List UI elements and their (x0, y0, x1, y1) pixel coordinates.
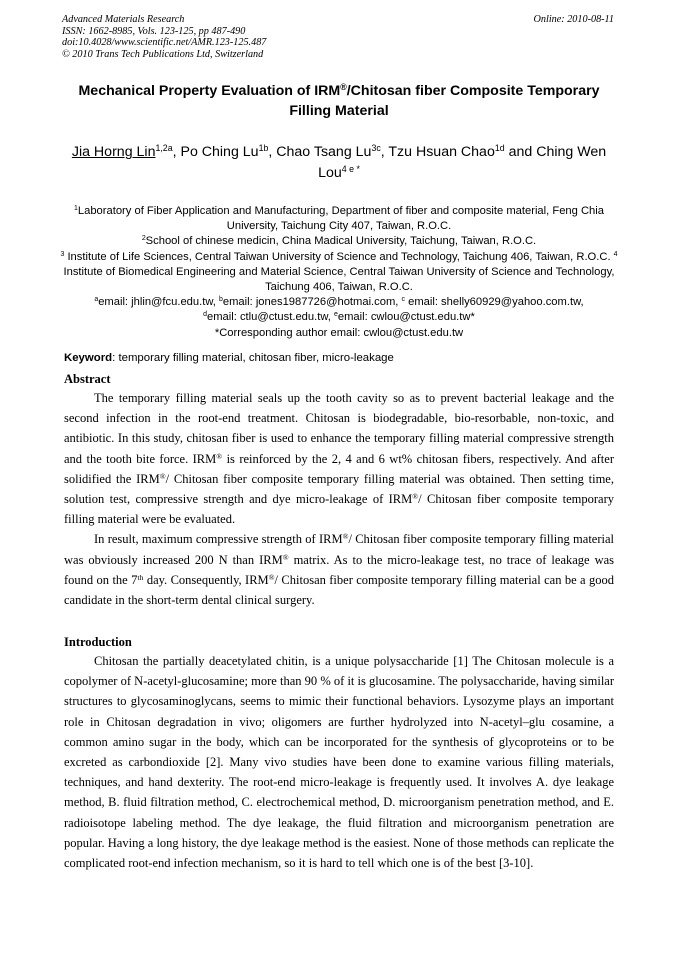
abstract-paragraph: The temporary filling material seals up the tooth cavity so as to prevent bacterial leakage and the second infection in the root-end treatment. Chitosan is biodegradable, bio-resorbable, non-toxic, and antibiotic. In this study, chitosan fiber is used to enhance the temporary filling material compressive strength and the tooth bite force. IRM® is reinforced by the 2, 4 and 6 wt% chitosan fibers, respectively. And after solidified the IRM®/ Chitosan fiber composite temporary filling material was obtained. Then setting time, solution test, compressive strength and dye micro-leakage of IRM®/ Chitosan fiber composite temporary filling material were be evaluated. (64, 391, 614, 527)
doi-line[interactable]: doi:10.4028/www.scientific.net/AMR.123-125.487 (62, 37, 267, 49)
affiliation-1: $^1$Laboratory of Fiber Application and Manufacturing, Department of fiber and composite material, Feng Chia University, Taichung City 407, Taiwan, R.O.C. (74, 205, 604, 233)
introduction-heading: Introduction (64, 635, 132, 649)
journal-header (62, 14, 266, 60)
email-link[interactable]: email: shelly60929@yahoo.com.tw, (405, 296, 584, 309)
author-name: Jia Horng Lin (71, 144, 156, 160)
abstract-body (64, 388, 614, 610)
author-name: , Chao Tsang Lu (268, 144, 372, 160)
issn-line: ISSN: 1662-8985, Vols. 123-125, pp 487-490 (62, 25, 246, 37)
introduction-body (64, 651, 614, 873)
copyright-line: © 2010 Trans Tech Publications Ltd, Switzerland (62, 48, 264, 60)
abstract-paragraph: In result, maximum compressive strength of IRM®/ Chitosan fiber composite temporary filling material was obviously increased 200 N than IRM® matrix. As to the micro-leakage test, no trace of leakage was found on the 7th day. Consequently, IRM®/ Chitosan fiber composite temporary filling material can be a good candidate in the short-term dental clinical surgery. (64, 532, 615, 608)
author-list: Jia Horng Lin$^{1,2a}$, Po Ching $Lu^{1b}$, Chao Tsang $Lu^{3c}$, Tzu Hsuan Chao$^{1d}$ and Ching Wen Lou$^{4 e *}$ (71, 143, 607, 181)
email-list: $^a$email: jhlin@fcu.edu.tw, $^b$email: jones1987726@hotmai.com, $^c$ email: shelly60929@yahoo.com.tw, $^d$email: ctlu@ctust.edu.tw, $^e$email: cwlou@ctust.edu.tw* (94, 296, 584, 324)
affiliations (54, 204, 624, 341)
affiliation-2: $^2$School of chinese medicin, China Madical University, Taichung, Taiwan, R.O.C. (141, 235, 537, 248)
paper-title: Mechanical Property Evaluation of IRM®/Chitosan fiber Composite Temporary Filling Material (78, 82, 600, 119)
author-name: and Ching Wen Lou (318, 144, 607, 181)
keywords (64, 351, 394, 366)
online-date: Online: 2010-08-11 (533, 14, 614, 25)
keyword-label: Keyword (64, 352, 113, 364)
keyword-text: : temporary filling material, chitosan fiber, micro-leakage (112, 352, 394, 364)
email-link[interactable]: email: cwlou@ctust.edu.tw* (337, 311, 475, 324)
email-link[interactable]: email: ctlu@ctust.edu.tw, (207, 311, 335, 324)
email-link[interactable]: email: jones1987726@hotmai.com, (222, 296, 402, 309)
registered-mark: ® (340, 82, 347, 93)
email-link[interactable]: email: jhlin@fcu.edu.tw, (98, 296, 220, 309)
affiliation-3-4: $^3$ Institute of Life Sciences, Central Taiwan University of Science and Technology, Taichung 406, Taiwan, R.O.C. $^4$ Institute of Biomedical Engineering and Material Science, Central Taiwan University of Science and Technology, Taichung 406, Taiwan, R.O.C. (60, 250, 618, 294)
journal-name: Advanced Materials Research (62, 14, 185, 25)
introduction-paragraph: Chitosan the partially deacetylated chitin, is a unique polysaccharide [1] The Chitosan molecule is a copolymer of N-acetyl-glucosamine; more than 90 % of it is glucosamine. The polysaccharide, having similar structures to glycosaminoglycans, seems to mimic their functional behaviors. Lysozyme plays an important role in Chitosan degradation in vivo; oligomers are further hydrolyzed into N-acetyl–glu cosamine, a common amino sugar in the body, which can be incorporated for the synthesis of glycoproteins or to be excreted as carbondioxide [2]. Many vivo studies have been done to examine various filling materials, techniques, and hand dexterity. The root-end micro-leakage is frequently used. It involves A. dye leakage method, B. fluid filtration method, C. electrochemical method, D. microorganism penetration method, and E. radioisotope labeling method. The dye leakage, the fluid filtration and microorganism penetration are popular. Having a long history, the dye leakage method is the easiest. None of those methods can replicate the complicated root-end infection mechanism, so it is hard to tell which one is of the best [3-10]. (64, 654, 614, 871)
corresponding-author: *Corresponding author email: cwlou@ctust.edu.tw (214, 326, 464, 339)
author-name: , Tzu Hsuan Chao (380, 144, 495, 160)
author-name: , Po Ching Lu (172, 144, 259, 160)
abstract-heading: Abstract (64, 372, 111, 386)
